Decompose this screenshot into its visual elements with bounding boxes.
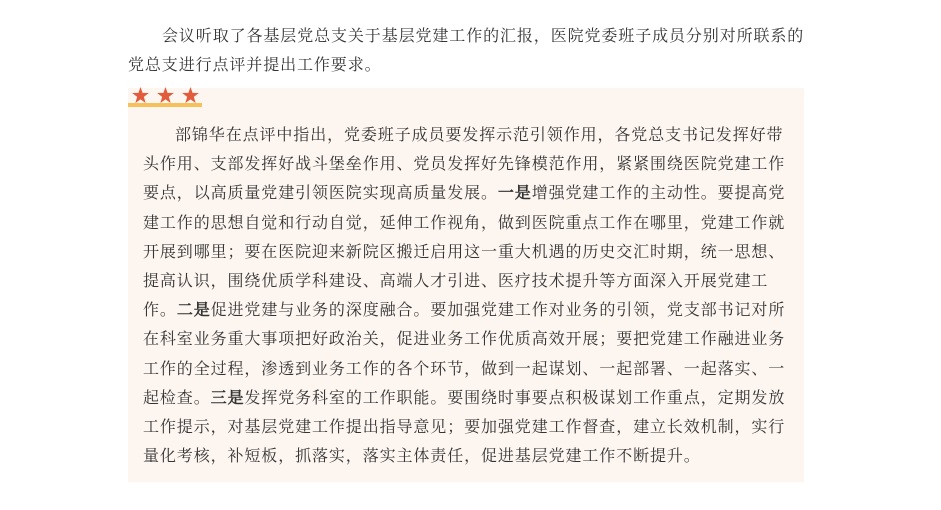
star-icon — [182, 87, 199, 103]
point-label-3: 三是 — [210, 387, 245, 407]
star-icon — [132, 87, 149, 103]
point-label-1: 一是 — [497, 183, 532, 203]
quote-segment-1: 部锦华在点评中指出，党委班子成员要发挥示范引领作用，各党总支书记发挥好带头作用、支部发挥好战斗堡垒作用、党员发挥好先锋模范作用，紧紧围绕医院党建工作要点，以高质量党建引领医院实现高质量发展。 — [143, 125, 786, 203]
intro-paragraph: 会议听取了各基层党总支关于基层党建工作的汇报，医院党委班子成员分别对所联系的党总支进行点评并提出工作要求。 — [128, 26, 805, 74]
point-label-2: 二是 — [176, 300, 211, 320]
three-stars-icon — [128, 86, 203, 108]
star-icon — [157, 87, 174, 103]
stars-underline-bar — [128, 103, 202, 107]
quote-segment-4: 发挥党务科室的工作职能。要围绕时事要点积极谋划工作重点，定期发放工作提示，对基层党建工作提出指导意见；要加强党建工作督查，建立长效机制，实行量化考核，补短板，抓落实，落实主体责任，促进基层党建工作不断提升。 — [143, 387, 786, 466]
quote-segment-2: 增强党建工作的主动性。要提高党建工作的思想自觉和行动自觉，延伸工作视角，做到医院重点工作在哪里，党建工作就开展到哪里；要在医院迎来新院区搬迁启用这一重大机遇的历史交汇时期，统一思想、提高认识，围绕优质学科建设、高端人才引进、医疗技术提升等方面深入开展党建工作。 — [143, 183, 786, 320]
quote-paragraph — [143, 120, 793, 470]
quote-segment-3: 促进党建与业务的深度融合。要加强党建工作对业务的引领，党支部书记对所在科室业务重大事项把好政治关，促进业务工作优质高效开展；要把党建工作融进业务工作的全过程，渗透到业务工作的各个环节，做到一起谋划、一起部署、一起落实、一起检查。 — [143, 300, 786, 407]
